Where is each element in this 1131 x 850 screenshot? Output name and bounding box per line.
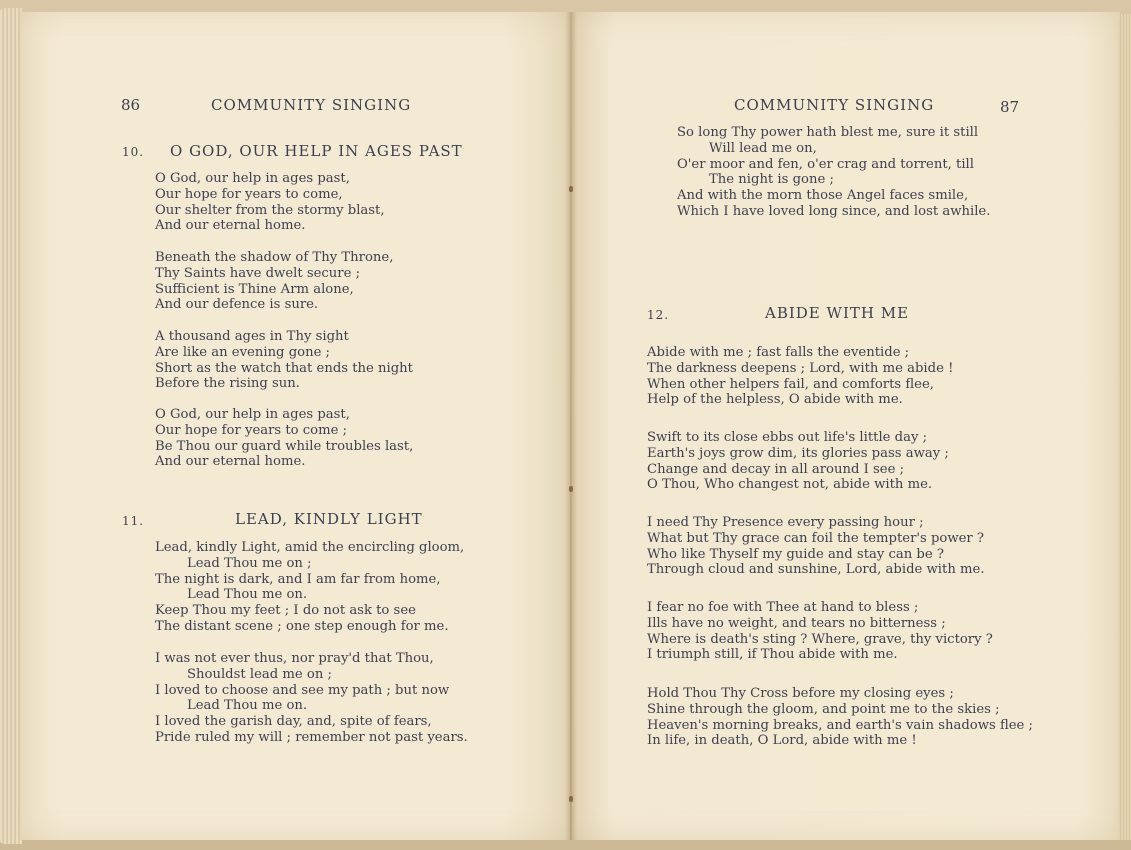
stanza (155, 329, 413, 392)
verse-line: Our hope for years to come ; (155, 422, 348, 438)
stanza (647, 430, 949, 493)
hymn-number: 11. (122, 514, 145, 528)
verse-line: Swift to its close ebbs out life's little day ; (647, 430, 928, 445)
right-page-edges (1118, 14, 1131, 840)
verse-line: I was not ever thus, nor pray'd that Thou, (155, 651, 434, 666)
page-number-right: 87 (1000, 98, 1020, 116)
verse-line: What but Thy grace can foil the tempter's power ? (647, 530, 985, 546)
verse-line: Through cloud and sunshine, Lord, abide with me. (647, 562, 985, 578)
stanza (647, 600, 993, 663)
hymn-number: 12. (647, 308, 670, 322)
running-head-left: COMMUNITY SINGING (211, 96, 412, 114)
verse-line: I triumph still, if Thou abide with me. (647, 647, 898, 663)
verse-line: In life, in death, O Lord, abide with me ! (647, 733, 917, 749)
hymn-number: 10. (122, 145, 145, 159)
verse-line: Beneath the shadow of Thy Throne, (155, 250, 394, 265)
verse-line: Lead Thou me on ; (187, 555, 312, 571)
verse-line: Thy Saints have dwelt secure ; (155, 265, 361, 281)
verse-line: Change and decay in all around I see ; (647, 461, 905, 477)
verse-line: Earth's joys grow dim, its glories pass away ; (647, 445, 949, 461)
page-number-left: 86 (121, 96, 141, 114)
verse-line: Pride ruled my will ; remember not past years. (155, 729, 468, 745)
hymn-title: LEAD, KINDLY LIGHT (235, 510, 423, 528)
verse-line: Our hope for years to come, (155, 186, 343, 202)
verse-line: O God, our help in ages past, (155, 171, 350, 186)
verse-line: Short as the watch that ends the night (155, 360, 413, 376)
stanza (155, 651, 468, 746)
verse-line: Which I have loved long since, and lost awhile. (677, 203, 991, 219)
stanza (155, 250, 393, 313)
verse-line: The night is gone ; (709, 172, 834, 188)
verse-line: Our shelter from the stormy blast, (155, 202, 385, 218)
verse-line: Heaven's morning breaks, and earth's vain shadows flee ; (647, 717, 1033, 733)
verse-line: I loved the garish day, and, spite of fears, (155, 714, 432, 730)
verse-line: I fear no foe with Thee at hand to bless ; (647, 600, 919, 615)
stanza (155, 540, 464, 635)
verse-line: Hold Thou Thy Cross before my closing eyes ; (647, 686, 954, 701)
verse-line: Abide with me ; fast falls the eventide ; (647, 345, 910, 360)
left-page-edges (0, 8, 22, 844)
verse-line: Keep Thou my feet ; I do not ask to see (155, 603, 416, 619)
hymn-title: ABIDE WITH ME (765, 304, 910, 322)
running-head-right: COMMUNITY SINGING (734, 96, 935, 114)
verse-line: Are like an evening gone ; (155, 344, 331, 360)
binding-stitch (569, 796, 573, 802)
stanza (677, 125, 990, 220)
verse-line: The distant scene ; one step enough for me. (155, 618, 449, 634)
verse-line: So long Thy power hath blest me, sure it still (677, 125, 979, 140)
verse-line: O God, our help in ages past, (155, 407, 350, 422)
verse-line: Lead Thou me on. (187, 587, 308, 603)
verse-line: When other helpers fail, and comforts flee, (647, 376, 934, 392)
verse-line: I loved to choose and see my path ; but now (155, 682, 450, 698)
verse-line: O Thou, Who changest not, abide with me. (647, 477, 933, 493)
binding-stitch (569, 186, 573, 192)
verse-line: Ills have no weight, and tears no bitterness ; (647, 615, 946, 631)
verse-line: Help of the helpless, O abide with me. (647, 392, 903, 408)
verse-line: And our eternal home. (155, 454, 306, 470)
verse-line: Before the rising sun. (155, 376, 300, 392)
hymn-title: O GOD, OUR HELP IN AGES PAST (170, 142, 463, 160)
stanza (155, 407, 413, 470)
verse-line: Where is death's sting ? Where, grave, thy victory ? (647, 631, 993, 647)
stanza (155, 171, 385, 234)
stanza (647, 515, 985, 578)
stanza (647, 686, 1033, 749)
verse-line: O'er moor and fen, o'er crag and torrent, till (677, 156, 974, 172)
verse-line: Who like Thyself my guide and stay can be ? (647, 546, 944, 562)
verse-line: The darkness deepens ; Lord, with me abide ! (647, 360, 954, 376)
stanza (647, 345, 953, 408)
verse-line: And our eternal home. (155, 218, 306, 234)
verse-line: Lead Thou me on. (187, 698, 308, 714)
verse-line: Shouldst lead me on ; (187, 666, 332, 682)
verse-line: And with the morn those Angel faces smile, (677, 188, 969, 204)
verse-line: Sufficient is Thine Arm alone, (155, 281, 354, 297)
verse-line: And our defence is sure. (155, 297, 319, 313)
verse-line: Will lead me on, (709, 140, 817, 156)
verse-line: Be Thou our guard while troubles last, (155, 438, 414, 454)
verse-line: A thousand ages in Thy sight (155, 329, 349, 344)
verse-line: Shine through the gloom, and point me to the skies ; (647, 701, 1000, 717)
binding-stitch (569, 486, 573, 492)
verse-line: The night is dark, and I am far from home, (155, 571, 441, 587)
book-gutter (565, 12, 577, 840)
verse-line: Lead, kindly Light, amid the encircling gloom, (155, 540, 465, 555)
verse-line: I need Thy Presence every passing hour ; (647, 515, 924, 530)
